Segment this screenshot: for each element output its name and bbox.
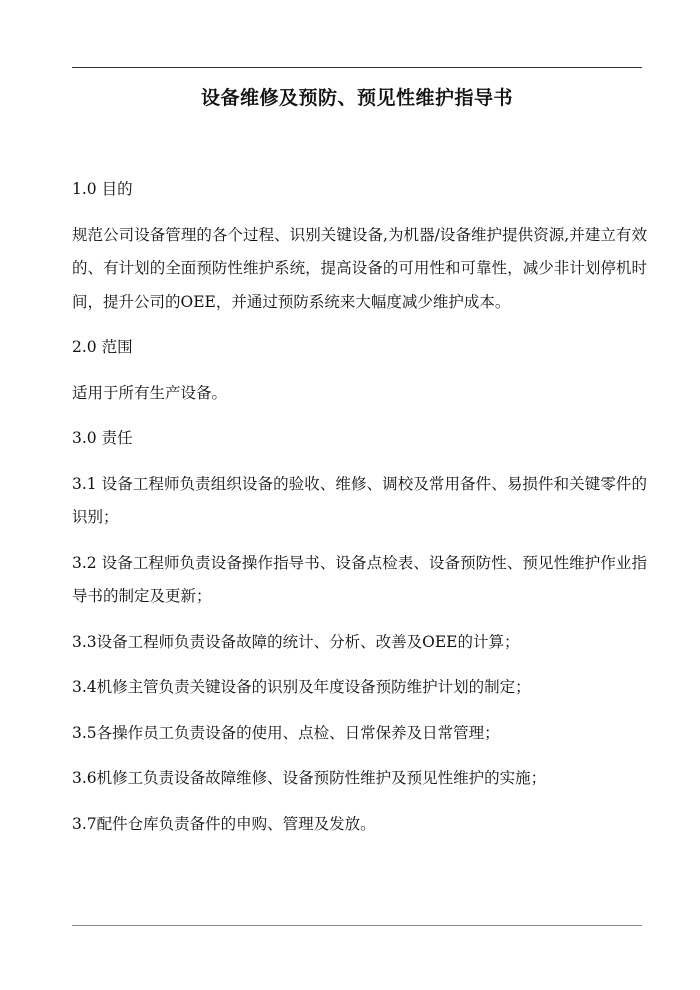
responsibility-item-3-1: 3.1 设备工程师负责组织设备的验收、维修、调校及常用备件、易损件和关键零件的识别； xyxy=(72,474,647,526)
responsibility-heading: 3.0 责任 xyxy=(72,429,133,447)
responsibility-item-3-4: 3.4机修主管负责关键设备的识别及年度设备预防维护计划的制定； xyxy=(72,678,531,696)
responsibility-item-3-5: 3.5各操作员工负责设备的使用、点检、日常保养及日常管理； xyxy=(72,723,500,742)
header-rule xyxy=(72,67,642,68)
footer-rule xyxy=(72,925,642,926)
scope-paragraph: 适用于所有生产设备。 xyxy=(72,383,228,402)
responsibility-item-3-3: 3.3设备工程师负责设备故障的统计、分析、改善及OEE的计算； xyxy=(72,632,520,651)
purpose-paragraph: 规范公司设备管理的各个过程、识别关键设备,为机器/设备维护提供资源,并建立有效的、有计划的全面预防性维护系统，提高设备的可用性和可靠性，减少非计划停机时间，提升公司的OEE，并通过预防系统来大幅度减少维护成本。 xyxy=(72,225,647,311)
document-title: 设备维修及预防、预见性维护指导书 xyxy=(200,87,513,109)
responsibility-item-3-7: 3.7配件仓库负责备件的申购、管理及发放。 xyxy=(72,814,376,833)
responsibility-item-3-6: 3.6机修工负责设备故障维修、设备预防性维护及预见性维护的实施； xyxy=(72,769,547,787)
document-body xyxy=(72,173,647,853)
purpose-heading: 1.0 目的 xyxy=(72,180,133,198)
responsibility-item-3-2: 3.2 设备工程师负责设备操作指导书、设备点检表、设备预防性、预见性维护作业指导书的制定及更新； xyxy=(72,553,647,605)
scope-heading: 2.0 范围 xyxy=(72,338,133,356)
